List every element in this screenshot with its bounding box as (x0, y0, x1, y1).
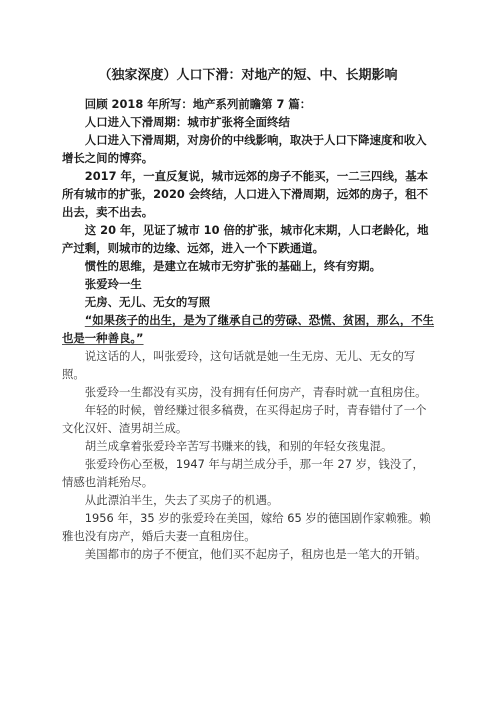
paragraph: 1956 年，35 岁的张爱玲在美国，嫁给 65 岁的德国剧作家赖雅。赖雅也没有房产，婚后夫妻一直租房住。 (62, 511, 431, 543)
paragraph: 胡兰成拿着张爱玲辛苦写书赚来的钱，和别的年轻女孩鬼混。 (84, 439, 393, 453)
paragraph: 这 20 年，见证了城市 10 倍的扩张，城市化末期，人口老龄化，地产过剩，则城市的边缘、远郊，进入一个下跌通道。 (62, 223, 429, 255)
paragraph: 张爱玲一生都没有买房，没有拥有任何房产，青春时就一直租房住。 (84, 385, 427, 399)
paragraph: 美国都市的房子不便宜，他们买不起房子，租房也是一笔大的开销。 (84, 547, 427, 561)
paragraph: 张爱玲伤心至极，1947 年与胡兰成分手，那一年 27 岁，钱没了，情感也消耗殆尽。 (62, 457, 424, 489)
paragraph: 从此漂泊半生，失去了买房子的机遇。 (84, 493, 279, 507)
section-heading: 张爱玲一生 (84, 277, 142, 291)
paragraph: 说这话的人，叫张爱玲，这句话就是她一生无房、无儿、无女的写照。 (62, 349, 416, 381)
quote-paragraph: “如果孩子的出生，是为了继承自己的劳碌、恐慌、贫困，那么，不生也是一种善良。” (62, 313, 435, 345)
section-subheading: 无房、无儿、无女的写照 (84, 295, 211, 309)
paragraph-review: 回顾 2018 年所写：地产系列前瞻第 7 篇： (84, 97, 312, 111)
paragraph: 2017 年，一直反复说，城市远郊的房子不能买，一二三四线，基本所有城市的扩张，2020 会终结，人口进入下滑周期，远郊的房子，租不出去，卖不出去。 (62, 169, 429, 219)
document-body (62, 95, 434, 563)
document-title: （独家深度）人口下滑：对地产的短、中、长期影响 (98, 68, 398, 83)
paragraph-subtitle: 人口进入下滑周期：城市扩张将全面终结 (84, 115, 290, 129)
paragraph: 惯性的思维，是建立在城市无穷扩张的基础上，终有穷期。 (84, 259, 381, 273)
paragraph: 人口进入下滑周期，对房价的中线影响，取决于人口下降速度和收入增长之间的博弈。 (62, 133, 427, 165)
paragraph: 年轻的时候，曾经赚过很多稿费，在买得起房子时，青春错付了一个文化汉奸、渣男胡兰成。 (62, 403, 427, 435)
